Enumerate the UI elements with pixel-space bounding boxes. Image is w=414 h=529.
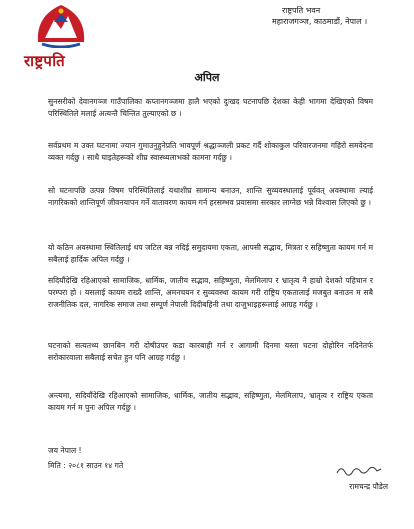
document-heading: अपिल bbox=[194, 71, 220, 84]
signature-icon bbox=[335, 462, 383, 478]
paragraph-3: सो घटनापछि उत्पन्न विषम परिस्थितिलाई यथाशीघ्र सामान्य बनाउन, शान्ति सुव्यवस्थालाई पूर्ववत् अवस्थामा ल्याई नागरिकको शान्तिपूर्ण जीवनयापन गर्ने वातावरण कायम गर्न हरसम्भव प्रयासमा सरकार लाग्नेछ भन्ने विश्वास लिएको छु । bbox=[48, 186, 373, 208]
address-line-1: राष्ट्रपति भवन bbox=[282, 6, 321, 15]
closing-salutation: जय नेपाल ! bbox=[48, 446, 82, 455]
paragraph-7: अन्त्यमा, सदियौंदेखि रहिआएको सामाजिक, धार्मिक, जातीय सद्भाव, सहिष्णुता, मेलमिलाप, भ्रातृत्व र राष्ट्रिय एकता कायम गर्न म पुनः अपिल गर्दछु । bbox=[48, 391, 373, 413]
paragraph-4: यो कठिन अवस्थामा स्थितिलाई थप जटिल बन्न नदिई समुदायमा एकता, आपसी सद्भाव, मित्रता र सहिष्णुता कायम गर्न म सबैलाई हार्दिक अपिल गर्दछु । bbox=[48, 243, 373, 265]
address-block bbox=[272, 5, 412, 27]
paragraph-1: सुनसरीको देवानगञ्ज गाउँपालिका कप्तानगञ्जमा हालै भएको दुःखद घटनापछि देशका केही भागमा देखिएको विषम परिस्थितिले मलाई अत्यन्तै चिन्तित तुल्याएको छ । bbox=[48, 97, 373, 119]
paragraph-2: सर्वप्रथम म उक्त घटनामा ज्यान गुमाउनुहुनेप्रति भावपूर्ण श्रद्धाञ्जली प्रकट गर्दै शोकाकुल परिवारजनमा गहिरो समवेदना व्यक्त गर्दछु । साथै घाइतेहरूको शीघ्र स्वास्थ्यलाभको कामना गर्दछु । bbox=[48, 141, 373, 163]
paragraph-6: घटनाको सत्यतथ्य छानबिन गरी दोषीउपर कडा कारबाही गर्न र आगामी दिनमा यस्ता घटना दोहोरिन नदिनेतर्फ सरोकारवाला सबैलाई सचेत हुन पनि आग्रह गर्दछु । bbox=[48, 341, 373, 363]
org-title: राष्ट्रपति bbox=[24, 52, 65, 70]
signatory-name: रामचन्द्र पौडेल bbox=[349, 482, 388, 491]
address-line-2: महाराजगञ्ज, काठमाडौं, नेपाल । bbox=[272, 17, 368, 26]
national-emblem-icon bbox=[32, 2, 90, 48]
paragraph-5: सदियौंदेखि रहिआएको सामाजिक, धार्मिक, जातीय सद्भाव, सहिष्णुता, मेलमिलाप र भ्रातृत्व नै हाम्रो देशको पहिचान र परम्परा हो । यसलाई कायम राख्दै शान्ति, अमनचयन र सुव्यवस्था कायम गरी राष्ट्रिय एकतालाई मजबुत बनाउन म सबै राजनीतिक दल, नागरिक समाज तथा सम्पूर्ण नेपाली दिदीबहिनी तथा दाजुभाइहरूलाई आग्रह गर्दछु । bbox=[48, 276, 373, 310]
date-line: मिति : २०८१ साउन १४ गते bbox=[48, 461, 124, 470]
